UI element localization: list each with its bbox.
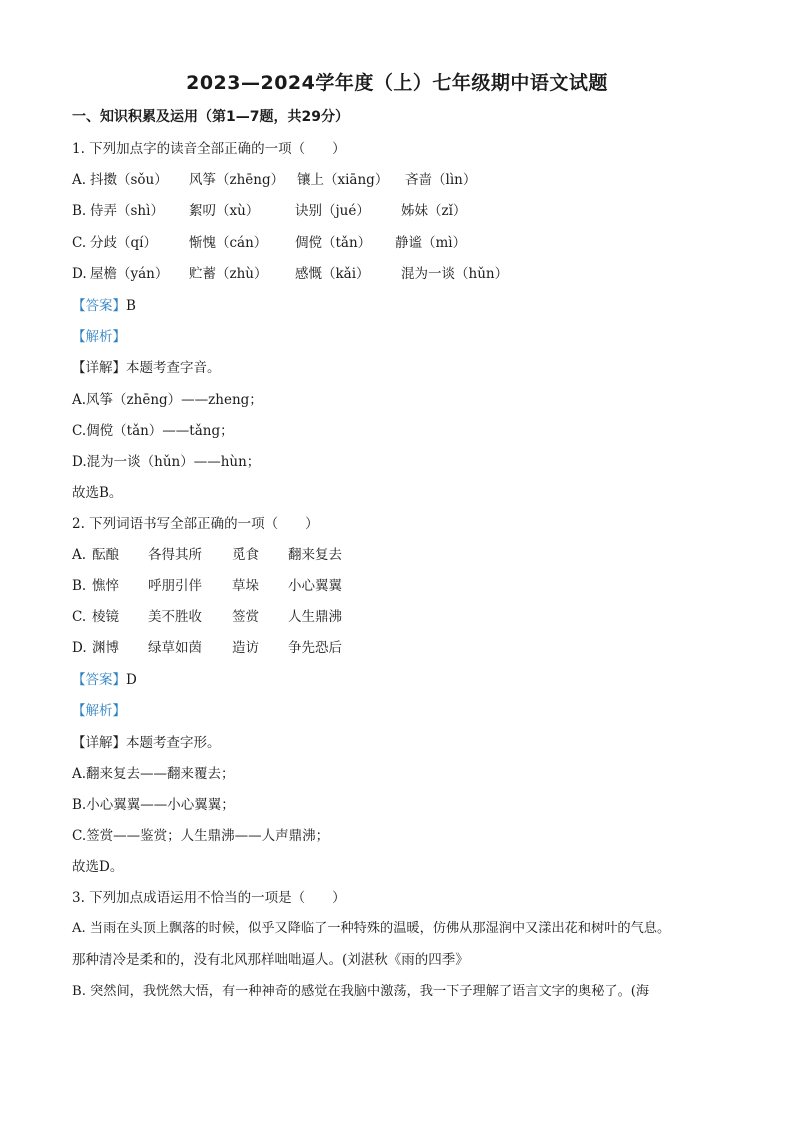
option-item: 镶上（xiāng） bbox=[297, 172, 389, 188]
option-label: D. bbox=[72, 640, 87, 656]
q1-option-c bbox=[72, 234, 467, 252]
option-item: 姊妹（zǐ） bbox=[401, 203, 467, 219]
option-label: B. bbox=[72, 578, 87, 594]
option-item: 呼朋引伴 bbox=[148, 578, 202, 594]
q1-answer bbox=[72, 297, 136, 315]
option-item: 贮蓄（zhù） bbox=[189, 266, 268, 282]
option-item: 感慨（kǎi） bbox=[295, 266, 370, 282]
answer-value: B bbox=[126, 298, 136, 314]
q1-detail bbox=[72, 359, 221, 377]
option-item: 绿草如茵 bbox=[148, 640, 202, 656]
option-item: 静谧（mì） bbox=[395, 235, 467, 251]
detail-text: 本题考查字形。 bbox=[126, 735, 221, 751]
q2-option-b bbox=[72, 577, 342, 595]
q2-answer bbox=[72, 671, 137, 689]
q1-option-d bbox=[72, 265, 509, 283]
question-3-stem: 3. 下列加点成语运用不恰当的一项是（ ） bbox=[72, 890, 346, 906]
q3-line: 那种清冷是柔和的，没有北风那样咄咄逼人。(刘湛秋《雨的四季》 bbox=[72, 952, 469, 968]
analysis-tag: 【解析】 bbox=[72, 329, 126, 345]
q1-option-a bbox=[72, 171, 477, 189]
q3-line: B. 突然间，我恍然大悟，有一种神奇的感觉在我脑中激荡，我一下子理解了语言文字的奥秘了。(海 bbox=[72, 984, 650, 999]
answer-tag: 【答案】 bbox=[72, 298, 126, 314]
option-item: 美不胜收 bbox=[148, 609, 202, 625]
option-item: 诀别（jué） bbox=[295, 203, 370, 219]
option-item: 人生鼎沸 bbox=[288, 609, 342, 625]
detail-tag: 【详解】 bbox=[72, 360, 126, 376]
answer-tag: 【答案】 bbox=[72, 672, 126, 688]
option-item: 惭愧（cán） bbox=[189, 235, 268, 251]
option-item: 棱镜 bbox=[92, 609, 119, 625]
analysis-tag: 【解析】 bbox=[72, 703, 126, 719]
page-title: 2023—2024学年度（上）七年级期中语文试题 bbox=[186, 72, 608, 94]
option-item: 分歧（qí） bbox=[90, 235, 157, 251]
section-heading: 一、知识积累及运用（第1—7题，共29分） bbox=[72, 109, 349, 125]
answer-value: D bbox=[126, 672, 137, 688]
option-label: C. bbox=[72, 235, 87, 251]
question-2-stem: 2. 下列词语书写全部正确的一项（ ） bbox=[72, 516, 319, 532]
option-item: 翻来复去 bbox=[288, 547, 342, 563]
option-item: 风筝（zhēng） bbox=[189, 172, 285, 188]
option-item: 小心翼翼 bbox=[288, 578, 342, 594]
option-item: 屋檐（yán） bbox=[90, 266, 169, 282]
option-item: 憔悴 bbox=[92, 578, 119, 594]
option-item: 签赏 bbox=[232, 609, 259, 625]
option-item: 草垛 bbox=[232, 578, 259, 594]
option-label: A. bbox=[72, 172, 87, 188]
q2-option-c bbox=[72, 608, 342, 626]
q1-note: C.倜傥（tǎn）——tǎng； bbox=[72, 423, 234, 439]
q2-note: C.签赏——鉴赏；人生鼎沸——人声鼎沸； bbox=[72, 828, 330, 844]
option-item: 酝酿 bbox=[92, 547, 119, 563]
detail-text: 本题考查字音。 bbox=[126, 360, 221, 376]
q1-option-b bbox=[72, 202, 467, 220]
option-item: 渊博 bbox=[92, 640, 119, 656]
q2-note: A.翻来复去——翻来覆去； bbox=[72, 766, 235, 782]
q1-note: A.风筝（zhēng）——zheng； bbox=[72, 392, 263, 408]
option-item: 絮叨（xù） bbox=[189, 203, 260, 219]
option-label: C. bbox=[72, 609, 87, 625]
option-label: D. bbox=[72, 266, 87, 282]
q3-line: A. 当雨在头顶上飘落的时候，似乎又降临了一种特殊的温暖，仿佛从那湿润中又漾出花和树叶的气息。 bbox=[72, 921, 671, 936]
option-item: 吝啬（lìn） bbox=[405, 172, 477, 188]
q2-detail bbox=[72, 734, 221, 752]
option-label: B. bbox=[72, 203, 87, 219]
option-label: A. bbox=[72, 547, 87, 563]
q1-analysis bbox=[72, 328, 126, 346]
q2-option-d bbox=[72, 639, 342, 657]
option-item: 侍弄（shì） bbox=[90, 203, 164, 219]
q2-analysis bbox=[72, 702, 126, 720]
q1-note: 故选B。 bbox=[72, 485, 123, 501]
option-item: 觅食 bbox=[232, 547, 259, 563]
option-item: 造访 bbox=[232, 640, 259, 656]
q2-option-a bbox=[72, 546, 342, 564]
q1-note: D.混为一谈（hǔn）——hùn； bbox=[72, 454, 261, 470]
question-1-stem: 1. 下列加点字的读音全部正确的一项（ ） bbox=[72, 141, 346, 157]
q2-note: B.小心翼翼——小心翼翼； bbox=[72, 797, 235, 813]
detail-tag: 【详解】 bbox=[72, 735, 126, 751]
option-item: 混为一谈（hǔn） bbox=[401, 266, 509, 282]
option-item: 各得其所 bbox=[148, 547, 202, 563]
option-item: 争先恐后 bbox=[288, 640, 342, 656]
q2-note: 故选D。 bbox=[72, 859, 124, 875]
option-item: 倜傥（tǎn） bbox=[295, 235, 372, 251]
option-item: 抖擞（sǒu） bbox=[90, 172, 168, 188]
